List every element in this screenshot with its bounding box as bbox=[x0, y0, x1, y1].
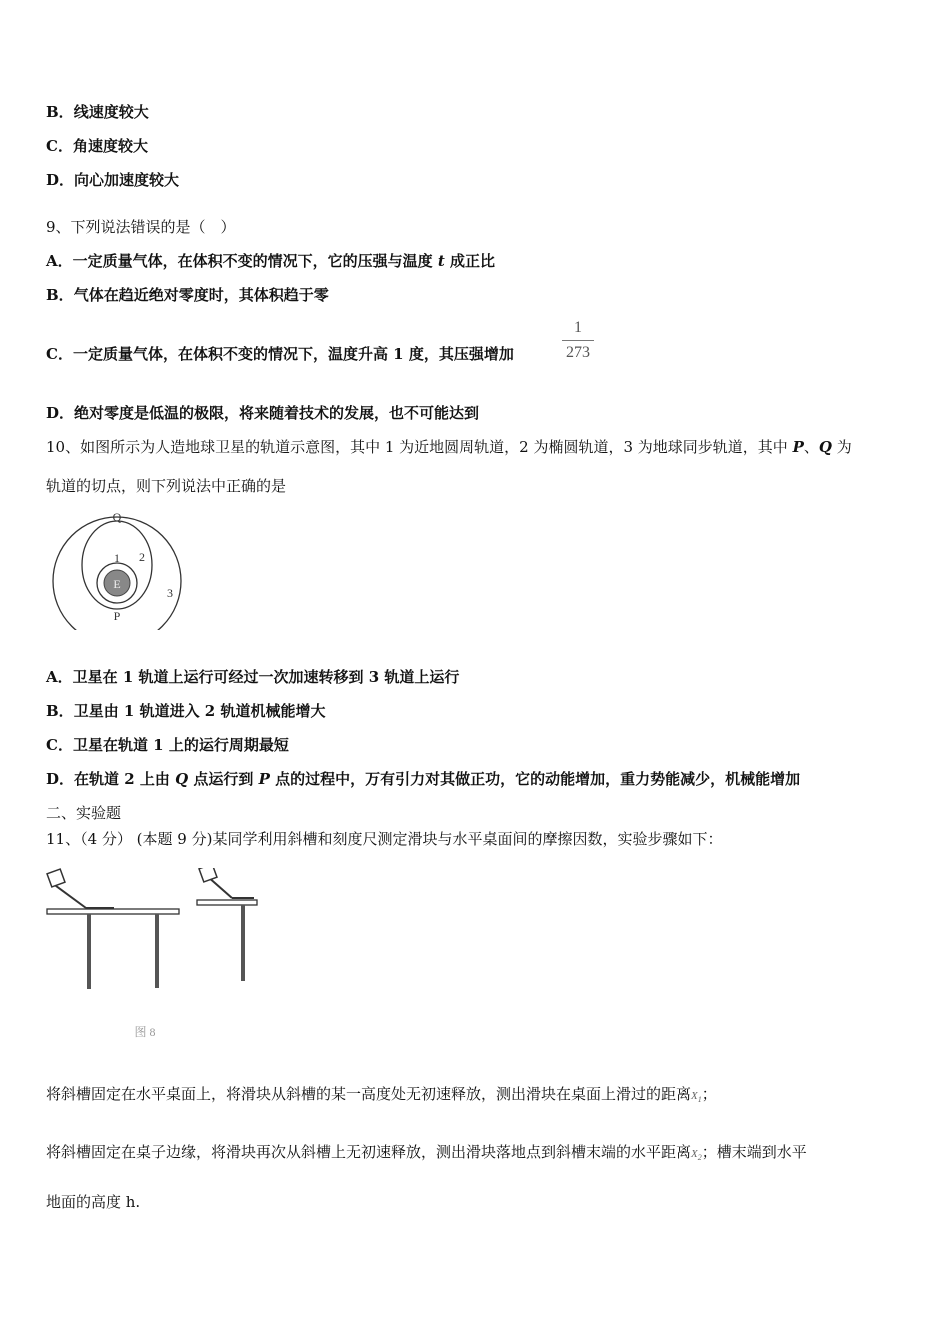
figure-caption: 图 8 bbox=[134, 1025, 156, 1039]
q8-option-b bbox=[46, 102, 149, 122]
fraction-1-over-273 bbox=[562, 318, 594, 363]
option-label: C． bbox=[46, 345, 73, 363]
point-p-label: P bbox=[113, 609, 121, 623]
q9-option-d bbox=[46, 403, 479, 423]
point-q: Q bbox=[818, 438, 832, 456]
slider-block-2 bbox=[199, 868, 217, 882]
separator: 、 bbox=[803, 438, 819, 456]
option-label: C． bbox=[46, 736, 73, 754]
option-text: 绝对零度是低温的极限，将来随着技术的发展，也不可能达到 bbox=[74, 404, 480, 422]
q10-option-b bbox=[46, 701, 325, 721]
q10-stem-line2: 轨道的切点，则下列说法中正确的是 bbox=[46, 477, 287, 495]
option-text: 一定质量气体，在体积不变的情况下，它的压强与温度 bbox=[72, 252, 438, 270]
q11-stem: 11、（4 分） (本题 9 分)某同学利用斜槽和刻度尺测定滑块与水平桌面间的摩擦因数，实验步骤如下： bbox=[46, 830, 723, 848]
fraction-bar bbox=[562, 340, 594, 341]
table-leg-1a bbox=[87, 914, 91, 989]
step-text: 将斜槽固定在桌子边缘，将滑块再次从斜槽上无初速释放，测出滑块落地点到斜槽末端的水平距离 bbox=[46, 1143, 692, 1161]
option-label: C． bbox=[46, 137, 73, 155]
option-label: D． bbox=[46, 171, 75, 189]
point-q: Q bbox=[175, 770, 189, 788]
option-label: D． bbox=[46, 404, 75, 422]
step-text: 将斜槽固定在水平桌面上，将滑块从斜槽的某一高度处无初速释放，测出滑块在桌面上滑过的距离 bbox=[46, 1085, 692, 1103]
q10-option-a bbox=[46, 667, 459, 687]
q8-option-c bbox=[46, 136, 148, 156]
q10-option-d bbox=[46, 769, 800, 789]
chute-1 bbox=[52, 883, 86, 908]
option-text: 卫星由 1 轨道进入 2 轨道机械能增大 bbox=[73, 702, 326, 720]
option-label: B． bbox=[46, 103, 74, 121]
q11-step2 bbox=[46, 1142, 807, 1168]
q8-option-d bbox=[46, 170, 179, 190]
option-text: 在轨道 2 上由 bbox=[74, 770, 176, 788]
stem-text-end: 为 bbox=[831, 438, 852, 456]
experiment-figure bbox=[44, 868, 264, 1043]
slider-block-1 bbox=[47, 869, 65, 887]
q9-option-c bbox=[46, 344, 514, 364]
q10-stem bbox=[46, 437, 852, 457]
q10-option-c bbox=[46, 735, 289, 755]
q9-option-a bbox=[46, 251, 495, 271]
variable-t: t bbox=[437, 252, 445, 270]
option-text: 气体在趋近绝对零度时，其体积趋于零 bbox=[73, 286, 329, 304]
x-subscript: 2 bbox=[697, 1153, 702, 1163]
orbit-2-label: 2 bbox=[139, 550, 145, 564]
option-text: 向心加速度较大 bbox=[74, 171, 180, 189]
option-text: 卫星在轨道 1 上的运行周期最短 bbox=[72, 736, 289, 754]
x-subscript: 1 bbox=[697, 1095, 702, 1105]
option-label: A． bbox=[46, 252, 73, 270]
point-p: P bbox=[258, 770, 270, 788]
option-label: B． bbox=[46, 286, 74, 304]
earth-label: E bbox=[113, 577, 121, 591]
orbit-1-label: 1 bbox=[114, 551, 120, 565]
fraction-numerator: 1 bbox=[574, 319, 582, 336]
stem-text: 10、如图所示为人造地球卫星的轨道示意图，其中 1 为近地圆周轨道，2 为椭圆轨道，3 为地球同步轨道，其中 bbox=[46, 438, 793, 456]
table-top-1 bbox=[47, 909, 179, 914]
step-text-end: ；槽末端到水平 bbox=[701, 1143, 807, 1161]
orbit-diagram bbox=[46, 505, 196, 630]
option-text: 卫星在 1 轨道上运行可经过一次加速转移到 3 轨道上运行 bbox=[72, 668, 460, 686]
table-top-2 bbox=[197, 900, 257, 905]
q9-stem: 9、下列说法错误的是（ ） bbox=[46, 218, 236, 236]
option-label: D． bbox=[46, 770, 75, 788]
point-p: P bbox=[792, 438, 804, 456]
x-symbol: X bbox=[691, 1090, 698, 1102]
option-text-end: 成正比 bbox=[444, 252, 496, 270]
variable-x2 bbox=[691, 1148, 702, 1163]
q9-option-b bbox=[46, 285, 329, 305]
option-text-mid: 点运行到 bbox=[188, 770, 259, 788]
option-text: 线速度较大 bbox=[73, 103, 149, 121]
section-title: 二、实验题 bbox=[46, 804, 122, 822]
q11-step2-line2: 地面的高度 h. bbox=[46, 1193, 141, 1211]
fraction-denominator: 273 bbox=[566, 344, 590, 361]
option-label: B． bbox=[46, 702, 74, 720]
variable-x1 bbox=[691, 1090, 702, 1105]
option-text: 角速度较大 bbox=[72, 137, 148, 155]
q11-step1 bbox=[46, 1084, 717, 1110]
point-q-label: Q bbox=[112, 510, 122, 524]
table-leg-1b bbox=[155, 914, 159, 988]
x-symbol: X bbox=[691, 1148, 698, 1160]
option-text: 一定质量气体，在体积不变的情况下，温度升高 1 度，其压强增加 bbox=[72, 345, 514, 363]
table-leg-2 bbox=[241, 905, 245, 981]
orbit-3-label: 3 bbox=[167, 586, 173, 600]
step-text-end: ； bbox=[701, 1085, 717, 1103]
option-label: A． bbox=[46, 668, 73, 686]
option-text-end: 点的过程中，万有引力对其做正功，它的动能增加，重力势能减少，机械能增加 bbox=[269, 770, 801, 788]
